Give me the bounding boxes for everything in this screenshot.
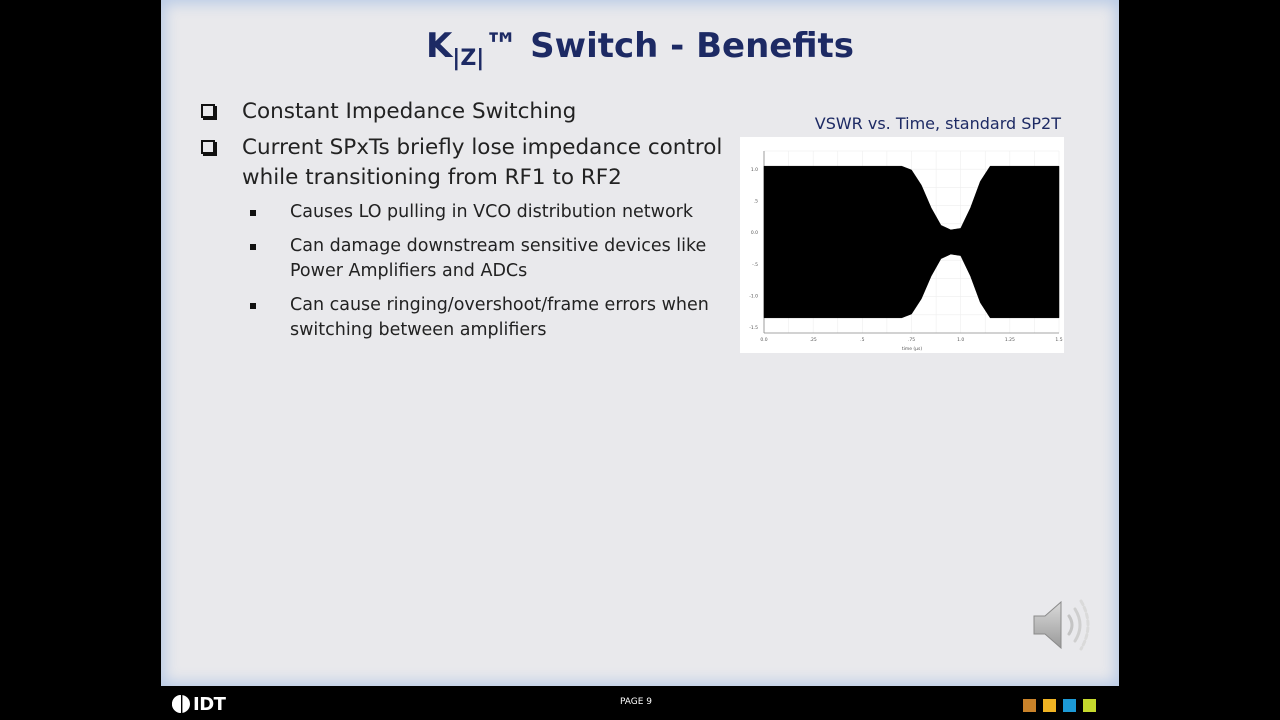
- bullet-text: Constant Impedance Switching: [242, 99, 577, 124]
- vswr-envelope-series: [764, 166, 1059, 318]
- x-tick-label: 1.0: [957, 338, 965, 343]
- brand-square-green: [1083, 699, 1096, 712]
- chart-x-tick-labels: [760, 337, 1062, 343]
- brand-square-yellow: [1043, 699, 1056, 712]
- square-bullet-icon: [250, 210, 256, 216]
- square-bullet-icon: [250, 244, 256, 250]
- chart-caption: VSWR vs. Time, standard SP2T: [814, 114, 1061, 133]
- checkbox-bullet-icon: [201, 104, 215, 118]
- slide: [161, 0, 1119, 686]
- x-tick-label: 0.0: [760, 338, 768, 343]
- sub-bullet-text: Can cause ringing/overshoot/frame errors when switching between amplifiers: [290, 295, 709, 340]
- vswr-chart: [740, 137, 1064, 353]
- x-tick-label: .5: [860, 338, 865, 343]
- title-prefix: K: [425, 26, 453, 66]
- logo-text: IDT: [193, 693, 226, 715]
- slide-footer: [161, 686, 1119, 720]
- y-tick-label: -1.5: [749, 326, 758, 331]
- idt-logo: [171, 694, 225, 714]
- y-tick-label: -.5: [752, 262, 758, 268]
- x-tick-label: .25: [809, 338, 817, 343]
- title-subscript: |Z|: [452, 46, 485, 71]
- x-tick-label: 1.5: [1055, 338, 1063, 343]
- brand-color-squares: [1023, 699, 1096, 712]
- y-tick-label: 0.0: [750, 231, 758, 237]
- sub-bullet-text: Can damage downstream sensitive devices like Power Amplifiers and ADCs: [290, 236, 707, 281]
- chart-x-axis-label: time (µs): [901, 347, 923, 352]
- x-tick-label: 1.25: [1004, 338, 1015, 343]
- brand-square-blue: [1063, 699, 1076, 712]
- sub-bullet-text: Causes LO pulling in VCO distribution network: [290, 202, 694, 222]
- idt-logo-mark-icon: [171, 694, 191, 714]
- x-tick-label: .75: [907, 338, 916, 343]
- chart-series: [764, 166, 1059, 318]
- bullet-text: Current SPxTs briefly lose impedance control while transitioning from RF1 to RF2: [242, 135, 723, 190]
- page-number: PAGE 9: [619, 697, 653, 707]
- checkbox-bullet-icon: [201, 140, 215, 154]
- y-tick-label: 1.0: [750, 168, 758, 173]
- y-tick-label: .5: [753, 199, 758, 205]
- y-tick-label: -1.0: [749, 294, 758, 300]
- title-suffix: ™ Switch - Benefits: [484, 26, 855, 66]
- square-bullet-icon: [250, 303, 256, 309]
- brand-square-orange: [1023, 699, 1036, 712]
- speaker-volume-icon[interactable]: [1031, 596, 1097, 654]
- slide-title: [161, 26, 1119, 71]
- chart-y-tick-labels: [749, 167, 758, 331]
